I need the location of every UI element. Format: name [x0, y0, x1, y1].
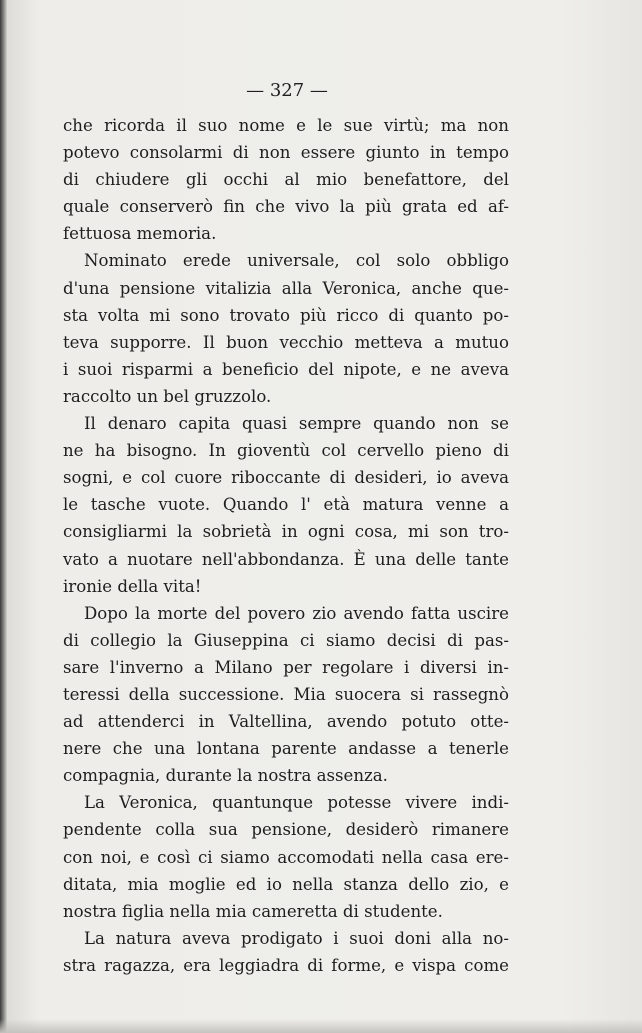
text-line: d'una pensione vitalizia alla Veronica, anche que- [63, 278, 509, 298]
text-line: Nominato erede universale, col solo obbligo [84, 251, 509, 271]
text-line: con noi, e così ci siamo accomodati nella casa ere- [63, 847, 509, 867]
text-line: fettuosa memoria. [63, 224, 217, 244]
text-line: nostra figlia nella mia cameretta di studente. [63, 901, 443, 921]
page-body-text [63, 112, 509, 979]
page-binding-edge [0, 0, 7, 1033]
text-line: stra ragazza, era leggiadra di forme, e vispa come [63, 955, 509, 975]
text-line: Dopo la morte del povero zio avendo fatta uscire [84, 603, 509, 623]
text-line: raccolto un bel gruzzolo. [63, 386, 272, 406]
text-line: compagnia, durante la nostra assenza. [63, 766, 388, 786]
text-line: nere che una lontana parente andasse a tenerle [63, 739, 509, 759]
text-line: pendente colla sua pensione, desiderò rimanere [63, 820, 509, 840]
text-line: ironie della vita! [63, 576, 202, 596]
text-line: teva supporre. Il buon vecchio metteva a mutuo [63, 332, 509, 352]
text-line: le tasche vuote. Quando l' età matura venne a [63, 495, 509, 515]
text-line: sogni, e col cuore riboccante di desideri, io aveva [63, 468, 509, 488]
text-line: potevo consolarmi di non essere giunto in tempo [63, 143, 509, 163]
text-line: La natura aveva prodigato i suoi doni alla no- [84, 928, 509, 948]
page-number: — 327 — [246, 80, 328, 101]
text-line: Il denaro capita quasi sempre quando non se [84, 414, 509, 434]
text-line: di chiudere gli occhi al mio benefattore, del [63, 170, 509, 190]
text-line: teressi della successione. Mia suocera si rassegnò [63, 684, 509, 704]
text-line: sta volta mi sono trovato più ricco di quanto po- [63, 305, 509, 325]
page-bottom-edge [0, 1019, 642, 1033]
text-line: di collegio la Giuseppina ci siamo decisi di pas- [63, 630, 509, 650]
text-line: ne ha bisogno. In gioventù col cervello pieno di [63, 441, 509, 461]
text-line: ad attenderci in Valtellina, avendo potuto otte- [63, 712, 509, 732]
text-line: che ricorda il suo nome e le sue virtù; ma non [63, 116, 509, 135]
text-line: sare l'inverno a Milano per regolare i diversi in- [63, 657, 509, 677]
text-line: ditata, mia moglie ed io nella stanza dello zio, e [63, 874, 509, 894]
text-line: La Veronica, quantunque potesse vivere indi- [84, 793, 509, 813]
text-line: i suoi risparmi a beneficio del nipote, e ne aveva [63, 359, 509, 379]
text-line: vato a nuotare nell'abbondanza. È una delle tante [63, 549, 509, 569]
text-line: quale conserverò fin che vivo la più grata ed af- [63, 197, 509, 217]
text-line: consigliarmi la sobrietà in ogni cosa, mi son tro- [63, 522, 509, 542]
